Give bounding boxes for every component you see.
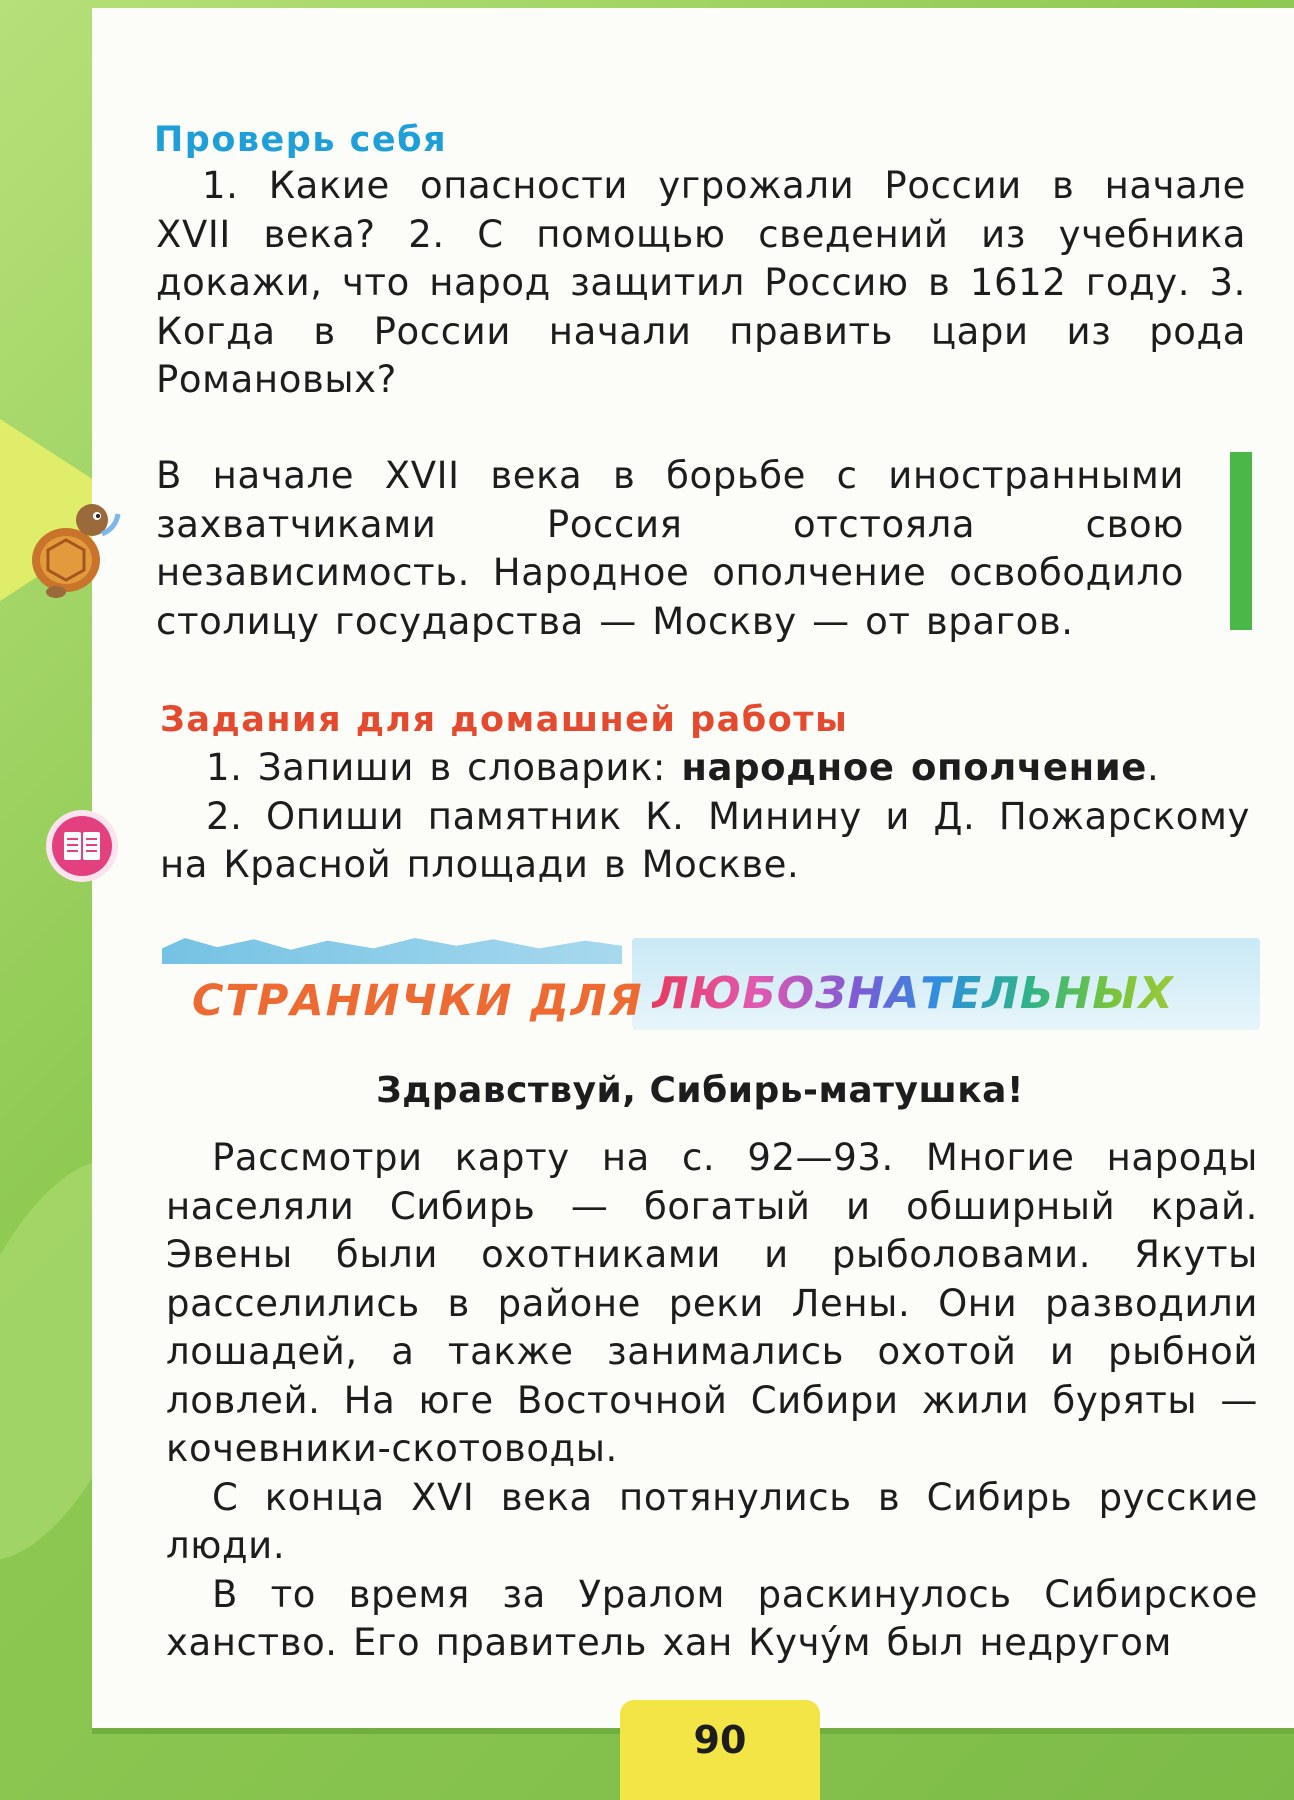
curious-pages-banner [162, 938, 1260, 1030]
task-1-prefix: 1. Запиши в словарик: [206, 746, 682, 789]
check-yourself-questions [156, 162, 1246, 405]
curious-article-body [166, 1134, 1258, 1668]
homework-heading: Задания для домашней работы [160, 700, 849, 740]
homework-tasks [160, 744, 1250, 890]
banner-right-text: ЛЮБОЗНАТЕЛЬНЫХ [652, 968, 1174, 1019]
article-paragraph: Рассмотри карту на с. 92—93. Многие народы населяли Сибирь — богатый и обширный край. Эвены были охотниками и рыболовами. Якуты расселились в районе реки Лены. Они разводили лошадей, а также занимались охотой и рыбной ловлей. На юге Восточной Сибири жили буряты — кочевники-скотоводы. [166, 1136, 1258, 1470]
task-1-term: народное ополчение [681, 746, 1148, 789]
summary-conclusion [156, 452, 1184, 646]
check-yourself-text: 1. Какие опасности угрожали России в начале XVII века? 2. С помощью сведений из учебника докажи, что народ защитил Россию в 1612 году. 3. Когда в России начали править цари из рода Романовых? [156, 164, 1246, 401]
page-number: 90 [693, 1718, 747, 1762]
article-paragraph: С конца XVI века потянулись в Сибирь русские люди. [166, 1475, 1258, 1567]
check-yourself-heading: Проверь себя [154, 120, 448, 160]
book-icon [44, 808, 120, 884]
homework-task-1 [160, 744, 1250, 793]
banner-decoration [162, 938, 622, 964]
article-paragraph: В то время за Уралом раскинулось Сибирское ханство. Его правитель хан Кучу́м был недругом [166, 1572, 1258, 1664]
task-1-suffix: . [1147, 746, 1160, 789]
summary-text: В начале XVII века в борьбе с иностранными захватчиками Россия отстояла свою независимость. Народное ополчение освободило столицу государства — Москву — от врагов. [156, 454, 1184, 643]
curious-article-title: Здравствуй, Сибирь-матушка! [376, 1070, 1024, 1111]
homework-task-2: 2. Опиши памятник К. Минину и Д. Пожарскому на Красной площади в Москве. [160, 794, 1250, 886]
summary-accent-bar [1230, 452, 1252, 630]
banner-left-text: СТРАНИЧКИ ДЛЯ [192, 976, 644, 1026]
turtle-icon [26, 490, 121, 600]
